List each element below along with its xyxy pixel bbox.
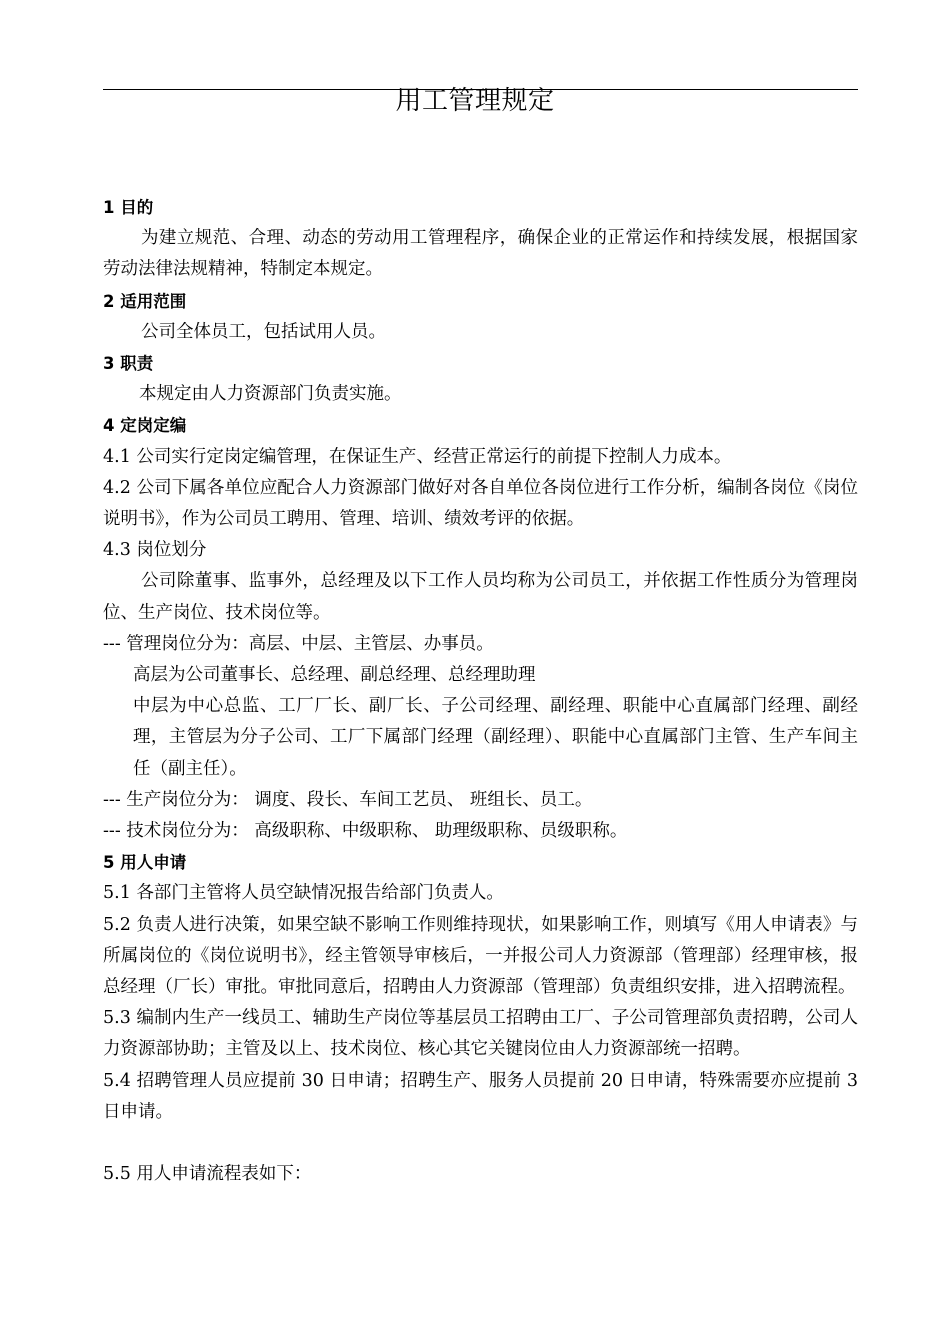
clause-4-2: 4.2 公司下属各单位应配合人力资源部门做好对各自单位各岗位进行工作分析，编制各岗位《岗位说明书》，作为公司员工聘用、管理、培训、绩效考评的依据。 [103, 477, 858, 530]
management-positions: --- 管理岗位分为：高层、中层、主管层、办事员。 [103, 633, 494, 654]
clause-5-3: 5.3 编制内生产一线员工、辅助生产岗位等基层员工招聘由工厂、子公司管理部负责招聘，公司人力资源部协助；主管及以上、技术岗位、核心其它关键岗位由人力资源部统一招聘。 [103, 1008, 858, 1060]
clause-4-1: 4.1 公司实行定岗定编管理，在保证生产、经营正常运行的前提下控制人力成本。 [103, 446, 732, 467]
blank-line [103, 1128, 858, 1159]
clause-4-3: 4.3 岗位划分 [103, 540, 207, 561]
section-2-body: 公司全体员工，包括试用人员。 [141, 321, 386, 342]
section-5-heading: 5 用人申请 [103, 853, 187, 873]
section-1-heading: 1 目的 [103, 198, 154, 217]
clause-4-3-body: 公司除董事、监事外，总经理及以下工作人员均称为公司员工，并依据工作性质分为管理岗位、生产岗位、技术岗位等。 [103, 571, 858, 623]
clause-5-2: 5.2 负责人进行决策，如果空缺不影响工作则维持现状，如果影响工作，则填写《用人申请表》与所属岗位的《岗位说明书》，经主管领导审核后，一并报公司人力资源部（管理部）经理审核，报总经理（厂长）审批。审批同意后，招聘由人力资源部（管理部）负责组织安排，进入招聘流程。 [103, 914, 858, 998]
section-4-heading: 4 定岗定编 [103, 416, 187, 436]
clause-5-4: 5.4 招聘管理人员应提前 30 日申请；招聘生产、服务人员提前 20 日申请，特殊需要亦应提前 3 日申请。 [103, 1070, 858, 1122]
technical-positions: --- 技术岗位分为： 高级职称、中级职称、 助理级职称、员级职称。 [103, 821, 628, 842]
management-mid-level: 中层为中心总监、工厂厂长、副厂长、子公司经理、副经理、职能中心直属部门经理、副经理，主管层为分子公司、工厂下属部门经理（副经理）、职能中心直属部门主管、生产车间主任（副主任）。 [133, 696, 858, 779]
clause-5-1: 5.1 各部门主管将人员空缺情况报告给部门负责人。 [103, 883, 504, 904]
document-body [103, 192, 858, 1190]
section-2-heading: 2 适用范围 [103, 291, 187, 311]
clause-5-5: 5.5 用人申请流程表如下： [103, 1164, 312, 1185]
section-1-body: 为建立规范、合理、动态的劳动用工管理程序，确保企业的正常运作和持续发展，根据国家劳动法律法规精神，特制定本规定。 [103, 228, 858, 280]
document-title: 用工管理规定 [395, 86, 555, 116]
section-3-body: 本规定由人力资源部门负责实施。 [139, 384, 402, 405]
management-high-level: 高层为公司董事长、总经理、副总经理、总经理助理 [133, 665, 536, 686]
production-positions: --- 生产岗位分为： 调度、段长、车间工艺员、 班组长、员工。 [103, 789, 593, 810]
section-3-heading: 3 职责 [103, 354, 154, 374]
